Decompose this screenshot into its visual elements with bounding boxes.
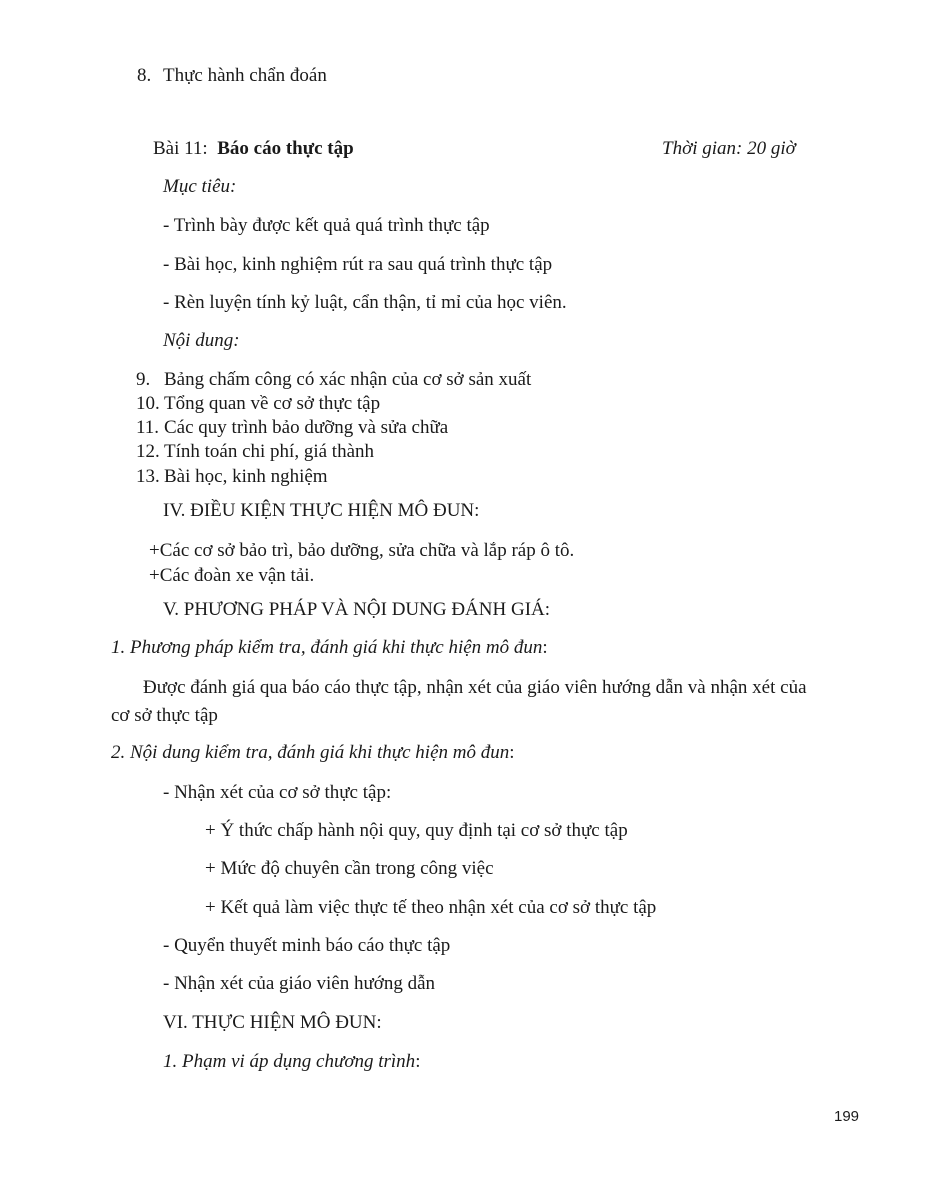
list-text: Các cơ sở bảo trì, bảo dưỡng, sửa chữa và lắp ráp ô tô. <box>159 540 575 561</box>
list-text: Bảng chấm công có xác nhận của cơ sở sản xuất <box>164 369 532 390</box>
content-item <box>136 440 374 464</box>
evaluation-item: - Quyển thuyết minh báo cáo thực tập <box>163 935 451 956</box>
list-text: Bài học, kinh nghiệm <box>164 466 328 487</box>
evaluation-subitem: + Kết quả làm việc thực tế theo nhận xét của cơ sở thực tập <box>205 897 657 918</box>
content-item <box>136 392 380 416</box>
subsection-heading <box>111 741 515 765</box>
list-text: Thực hành chẩn đoán <box>163 65 327 86</box>
page-number: 199 <box>834 1108 860 1125</box>
subsection-colon: : <box>415 1051 421 1072</box>
content-item <box>136 465 328 489</box>
list-number: 13. <box>136 466 160 487</box>
lesson-time: Thời gian: 20 giờ <box>662 138 796 159</box>
subsection-heading <box>111 636 548 660</box>
content-item <box>136 368 531 392</box>
subsection-heading <box>163 1050 420 1074</box>
list-text: Các đoàn xe vận tải. <box>159 565 315 586</box>
objective-item: - Bài học, kinh nghiệm rút ra sau quá trình thực tập <box>163 254 553 275</box>
section-heading-4: IV. ĐIỀU KIỆN THỰC HIỆN MÔ ĐUN: <box>163 500 480 521</box>
list-number: 8. <box>137 65 152 86</box>
lesson-label: Bài 11: <box>153 138 208 159</box>
subsection-title: 2. Nội dung kiểm tra, đánh giá khi thực hiện mô đun <box>111 742 510 763</box>
bullet: + <box>149 540 160 561</box>
lesson-title: Báo cáo thực tập <box>217 138 354 159</box>
content-item <box>136 416 448 440</box>
paragraph-line: Được đánh giá qua báo cáo thực tập, nhận xét của giáo viên hướng dẫn và nhận xét của <box>143 677 807 698</box>
evaluation-item: - Nhận xét của cơ sở thực tập: <box>163 782 392 803</box>
evaluation-subitem: + Ý thức chấp hành nội quy, quy định tại cơ sở thực tập <box>205 820 628 841</box>
evaluation-item: - Nhận xét của giáo viên hướng dẫn <box>163 973 436 994</box>
list-number: 10. <box>136 393 160 414</box>
paragraph-line: cơ sở thực tập <box>111 705 218 726</box>
objectives-heading: Mục tiêu: <box>163 176 237 197</box>
section-heading-5: V. PHƯƠNG PHÁP VÀ NỘI DUNG ĐÁNH GIÁ: <box>163 599 551 620</box>
list-item-8 <box>137 64 327 88</box>
list-text: Tính toán chi phí, giá thành <box>164 441 375 462</box>
objective-item: - Trình bày được kết quả quá trình thực tập <box>163 215 490 236</box>
lesson-heading <box>153 137 354 161</box>
list-text: Các quy trình bảo dưỡng và sửa chữa <box>164 417 449 438</box>
subsection-colon: : <box>542 637 548 658</box>
list-text: Tổng quan về cơ sở thực tập <box>164 393 381 414</box>
condition-item <box>149 539 574 563</box>
bullet: + <box>149 565 160 586</box>
objective-item: - Rèn luyện tính kỷ luật, cẩn thận, tỉ mỉ của học viên. <box>163 292 567 313</box>
subsection-colon: : <box>509 742 515 763</box>
list-number: 9. <box>136 369 151 390</box>
list-number: 11. <box>136 417 160 438</box>
section-heading-6: VI. THỰC HIỆN MÔ ĐUN: <box>163 1012 382 1033</box>
subsection-title: 1. Phương pháp kiểm tra, đánh giá khi thực hiện mô đun <box>111 637 543 658</box>
list-number: 12. <box>136 441 160 462</box>
evaluation-subitem: + Mức độ chuyên cần trong công việc <box>205 858 494 879</box>
condition-item <box>149 564 314 588</box>
content-heading: Nội dung: <box>163 330 240 351</box>
subsection-title: 1. Phạm vi áp dụng chương trình <box>163 1051 416 1072</box>
